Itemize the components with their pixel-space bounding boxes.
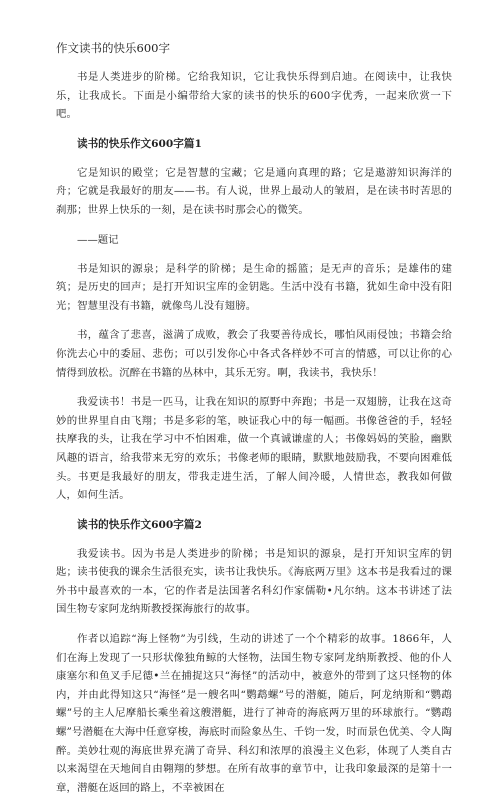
epigraph-signature: ——题记	[77, 233, 119, 246]
intro-paragraph: 书是人类进步的阶梯。它给我知识，它让我快乐得到启迪。在阅读中，让我快乐，让我成长。下面是小编带给大家的读书的快乐的600字优秀，一起来欣赏一下吧。	[56, 71, 452, 121]
section2-paragraph-1: 我爱读书。因为书是人类进步的阶梯；书是知识的源泉，是打开知识宝库的钥匙；读书使我的课余生活很充实，读书让我快乐。《海底两万里》这本书是我看过的课外书中最喜欢的一本，它的作者是法国著名科幻作家儒勒•凡尔纳。这本书讲述了法国生物专家阿龙纳斯教授探海旅行的故事。	[56, 547, 452, 616]
section-heading-1: 读书的快乐作文600字篇1	[77, 137, 202, 150]
document-title: 作文读书的快乐600字	[56, 41, 170, 55]
section2-paragraph-2: 作者以追踪“海上怪物”为引线，生动的讲述了一个个精彩的故事。1866年，人们在海上发现了一只形状像独角鲸的大怪物，法国生物专家阿龙纳斯教授、他的仆人康塞尔和鱼叉手尼德•兰在捕捉这只“海怪”的活动中，被意外的带到了这只怪物的体内，并由此得知这只“海怪”是一艘名叫“鹦鹉螺”号的潜艇，随后，阿龙纳斯和“鹦鹉螺”号的主人尼摩船长乘坐着这艘潜艇，进行了神奇的海底两万里的环球旅行。“鹦鹉螺”号潜艇在大海中任意穿梭，海底时而险象丛生、千钧一发，时而景色优美、令人陶醉。美妙壮观的海底世界充满了奇异、科幻和浓厚的浪漫主义色彩，体现了人类自古以来渴望在天地间自由翱翔的梦想。在所有故事的章节中，让我印象最深的是第十一章，潜艇在返回的路上，不幸被困在	[56, 633, 452, 794]
section1-paragraph-2: 书是知识的源泉；是科学的阶梯；是生命的摇篮；是无声的音乐；是雄伟的建筑；是历史的回声；是打开知识宝库的金钥匙。生活中没有书籍，犹如生命中没有阳光；智慧里没有书籍，就像鸟儿没有翅膀。	[56, 262, 452, 312]
section1-paragraph-4: 我爱读书！书是一匹马，让我在知识的原野中奔跑；书是一双翅膀，让我在这奇妙的世界里自由飞翔；书是多彩的笔，映证我心中的每一幅画。书像爸爸的手，轻轻扶摩我的头，让我在学习中不怕困难，做一个真诚谦虚的人；书像妈妈的笑脸，幽默风趣的语言，给我带来无穷的欢乐；书像老师的眼睛，默默地鼓励我，不要向困难低头。书更是我最好的朋友，带我走进生活，了解人间冷暖，人情世态，教我如何做人，如何生活。	[56, 396, 452, 502]
section1-paragraph-1: 它是知识的殿堂；它是智慧的宝藏；它是通向真理的路；它是遨游知识海洋的舟；它就是我最好的朋友——书。有人说，世界上最动人的皱眉，是在读书时苦思的刹那；世界上快乐的一刻，是在读书时那会心的微笑。	[56, 166, 452, 216]
section-heading-2: 读书的快乐作文600字篇2	[77, 518, 202, 531]
section1-paragraph-3: 书，蕴含了悲喜，滋满了成败，教会了我要善待成长，哪怕风雨侵蚀；书籍会给你洗去心中的委屈、悲伤；可以引发你心中各式各样妙不可言的情感，可以让你的心情得到放松。沉醉在书籍的丛林中，其乐无穷。啊，我读书，我快乐！	[56, 329, 452, 379]
